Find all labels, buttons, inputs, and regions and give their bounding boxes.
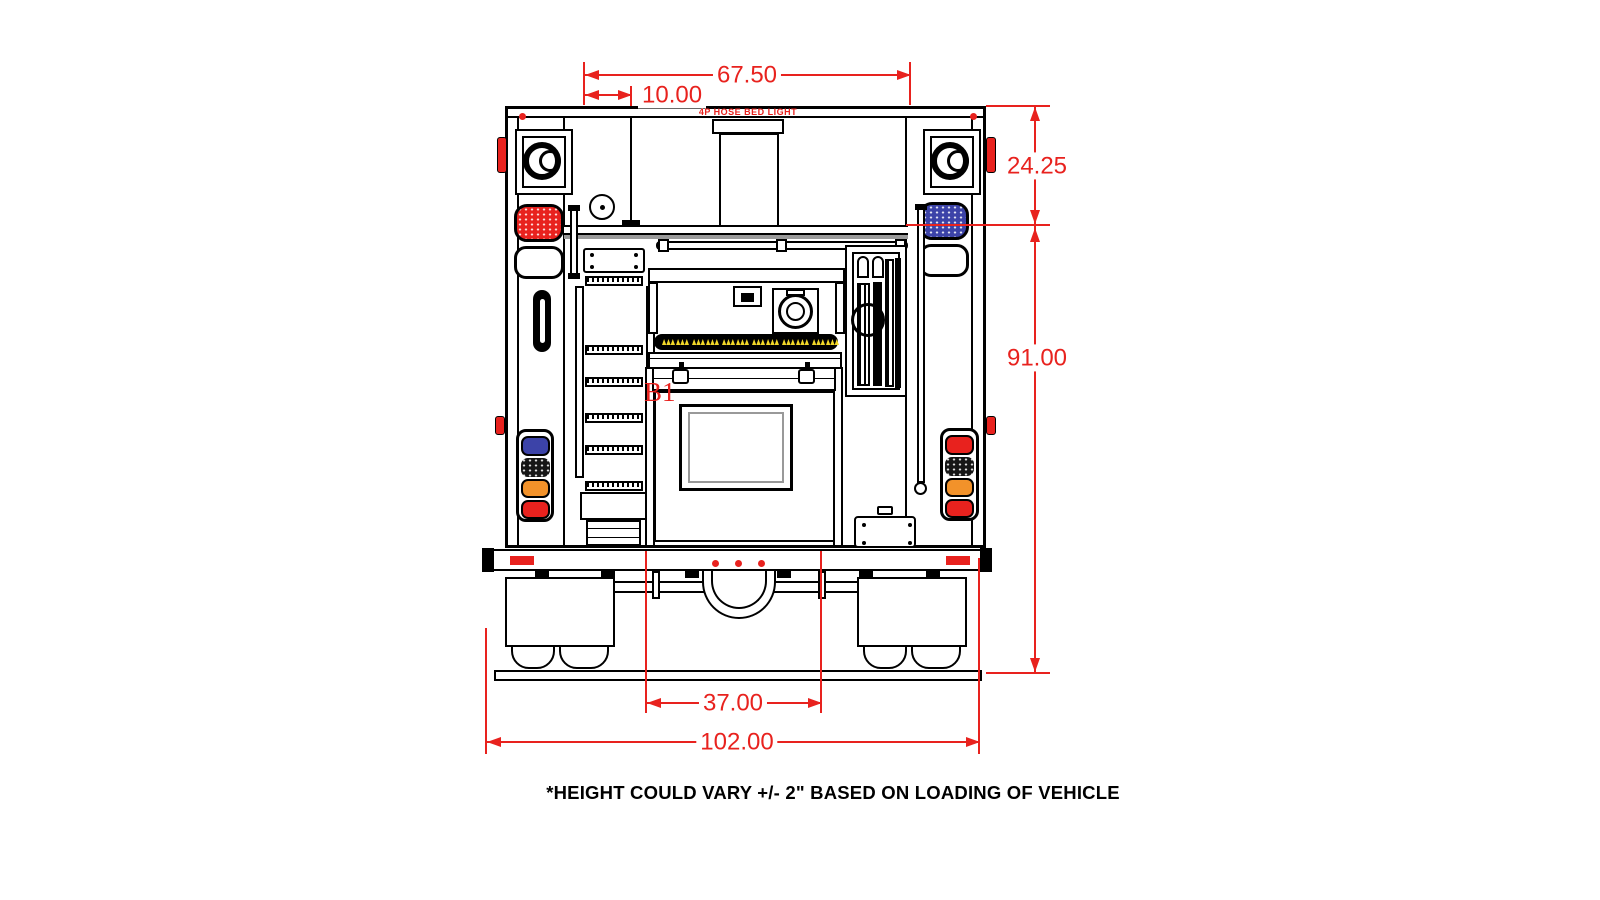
lightbar-chevron: [692, 339, 705, 345]
lightbar-chevron: [812, 339, 825, 345]
backup-camera-lens: [741, 293, 754, 302]
hose-bed-floor-shadow: [564, 235, 908, 239]
dim-arrow: [1030, 107, 1040, 121]
ladder-mount-plate: [583, 248, 645, 273]
side-marker-left-upper: [497, 137, 507, 173]
wheel-right-outer: [911, 645, 961, 669]
center-post: [719, 133, 779, 228]
lightbar-chevron: [796, 339, 809, 345]
tail-right-red-bottom: [945, 499, 974, 518]
tail-left-dark: [521, 458, 550, 477]
dim-ext-37-left: [645, 551, 647, 713]
ladder-bottom-step-line: [588, 537, 639, 538]
ladder-bottom-step: [586, 520, 641, 546]
handrail-bracket-mid: [776, 239, 787, 252]
ladder-rail-left: [575, 286, 584, 478]
lightbar-chevron: [736, 339, 749, 345]
air-fitting-dot: [600, 205, 605, 210]
side-marker-left-lower: [495, 416, 505, 435]
panel-knob-right: [872, 256, 884, 278]
dim-ext-91-bottom: [986, 672, 1050, 674]
rod-left-cap-top: [568, 205, 580, 211]
marker-dot-top-left: [519, 113, 526, 120]
side-marker-right-lower: [986, 416, 996, 435]
compartment-label-b1: B1: [644, 377, 676, 407]
grab-handle-slot: [540, 299, 545, 343]
dim-label-light-offset: 10.00: [638, 81, 706, 108]
hose-bed-floor: [564, 225, 908, 235]
tail-right-red-top: [945, 435, 974, 455]
ladder-tread: [585, 445, 643, 455]
clear-lens-left: [514, 246, 564, 279]
wheel-box-right: [857, 577, 967, 647]
dim-arrow: [647, 698, 661, 708]
recess-header: [648, 268, 845, 283]
ground-line: [494, 670, 982, 681]
rod-right-ball-end: [914, 482, 927, 495]
dim-arrow: [487, 737, 501, 747]
dim-arrow: [897, 70, 911, 80]
dim-ext-24-bottom: [906, 224, 1050, 226]
reflector-right: [946, 556, 970, 565]
ladder-tread: [585, 276, 643, 286]
lightbar-chevron: [766, 339, 779, 345]
ladder-lower-step-box: [580, 492, 647, 520]
recess-pillar-right: [835, 282, 845, 334]
dim-ext-102-left: [485, 628, 487, 754]
vertical-rod-left: [570, 207, 578, 279]
marker-light-triple: [712, 560, 719, 567]
scene-light-lens-icon: [947, 150, 969, 172]
dim-arrow: [1030, 658, 1040, 672]
rod-left-cap-bottom: [568, 273, 580, 279]
height-note-caption: *HEIGHT COULD VARY +/- 2" BASED ON LOADING OF VEHICLE: [546, 782, 1120, 803]
dim-ext-67-right: [909, 62, 911, 105]
dim-ext-37-right: [820, 551, 822, 713]
rail-end-cap-right: [980, 548, 992, 572]
rail-end-cap-left: [482, 548, 494, 572]
reflector-left: [510, 556, 534, 565]
dim-arrow: [585, 90, 599, 100]
ladder-tread: [585, 377, 643, 387]
ladder-tread: [585, 481, 643, 491]
tail-left-red: [521, 500, 550, 519]
tail-left-blue: [521, 436, 550, 456]
rear-bumper-rail: [482, 549, 992, 571]
dim-label-body-height: 91.00: [1003, 344, 1071, 371]
ladder-tread: [585, 345, 643, 355]
rod-right-cap-top: [915, 204, 927, 210]
dim-label-hose-bed-width: 67.50: [713, 61, 781, 88]
scene-light-right: [923, 129, 981, 195]
side-marker-right-upper: [986, 137, 996, 173]
dim-arrow: [585, 70, 599, 80]
dim-label-upper-height: 24.25: [1003, 152, 1071, 179]
lightbar-chevron: [782, 339, 795, 345]
marker-dot-top-right: [970, 113, 977, 120]
lightbar-chevron: [752, 339, 765, 345]
dim-arrow: [1030, 210, 1040, 224]
panel-column-3: [885, 259, 894, 387]
door-window: [688, 412, 784, 483]
license-plate-bracket: [854, 516, 916, 548]
dim-ext-24-top: [986, 105, 1050, 107]
lightbar-chevron: [706, 339, 719, 345]
dim-arrow: [618, 90, 632, 100]
recess-pillar-left: [648, 282, 658, 334]
wheel-box-left: [505, 577, 615, 647]
panel-knob-left: [857, 256, 869, 278]
scene-light-lens-icon: [539, 150, 561, 172]
dim-arrow: [808, 698, 822, 708]
handrail-bracket-left: [658, 239, 669, 252]
scene-light-left: [515, 129, 573, 195]
tail-right-dark: [945, 457, 974, 476]
ladder-mount-bolts: [590, 253, 594, 257]
beacon-red-left: [514, 204, 564, 242]
traffic-advisor-lightbar: [654, 334, 838, 350]
vertical-rod-right: [917, 207, 925, 483]
panel-column-4: [895, 258, 901, 388]
ladder-bottom-step-line: [588, 528, 639, 529]
clear-lens-right: [919, 244, 969, 277]
tail-right-amber: [945, 478, 974, 497]
wheel-right-inner: [863, 645, 907, 669]
hose-bed-light-label: 4P HOSE BED LIGHT: [698, 107, 798, 117]
dim-arrow: [1030, 228, 1040, 242]
hose-reel-icon: [851, 303, 885, 337]
dim-ext-102-right: [978, 558, 980, 754]
compartment-shelf-line: [650, 358, 840, 359]
lightbar-chevron: [826, 339, 839, 345]
center-post-cap: [712, 119, 784, 134]
dim-line-91: [1034, 226, 1036, 674]
dim-label-compartment-width: 37.00: [699, 689, 767, 716]
tail-left-amber: [521, 479, 550, 498]
door-latch-right: [798, 369, 815, 384]
license-plate-light: [877, 506, 893, 515]
hose-bed-divider: [630, 118, 632, 226]
power-outlet-inner: [786, 302, 805, 321]
chassis-pin-left: [652, 571, 660, 599]
dim-arrow: [966, 737, 980, 747]
ladder-tread: [585, 413, 643, 423]
license-plate-screws: [862, 523, 866, 527]
wheel-left-inner: [559, 645, 609, 669]
lightbar-chevron: [662, 339, 675, 345]
lightbar-chevron: [722, 339, 735, 345]
dim-label-overall-width: 102.00: [696, 728, 777, 755]
lightbar-chevron: [676, 339, 689, 345]
wheel-left-outer: [511, 645, 555, 669]
